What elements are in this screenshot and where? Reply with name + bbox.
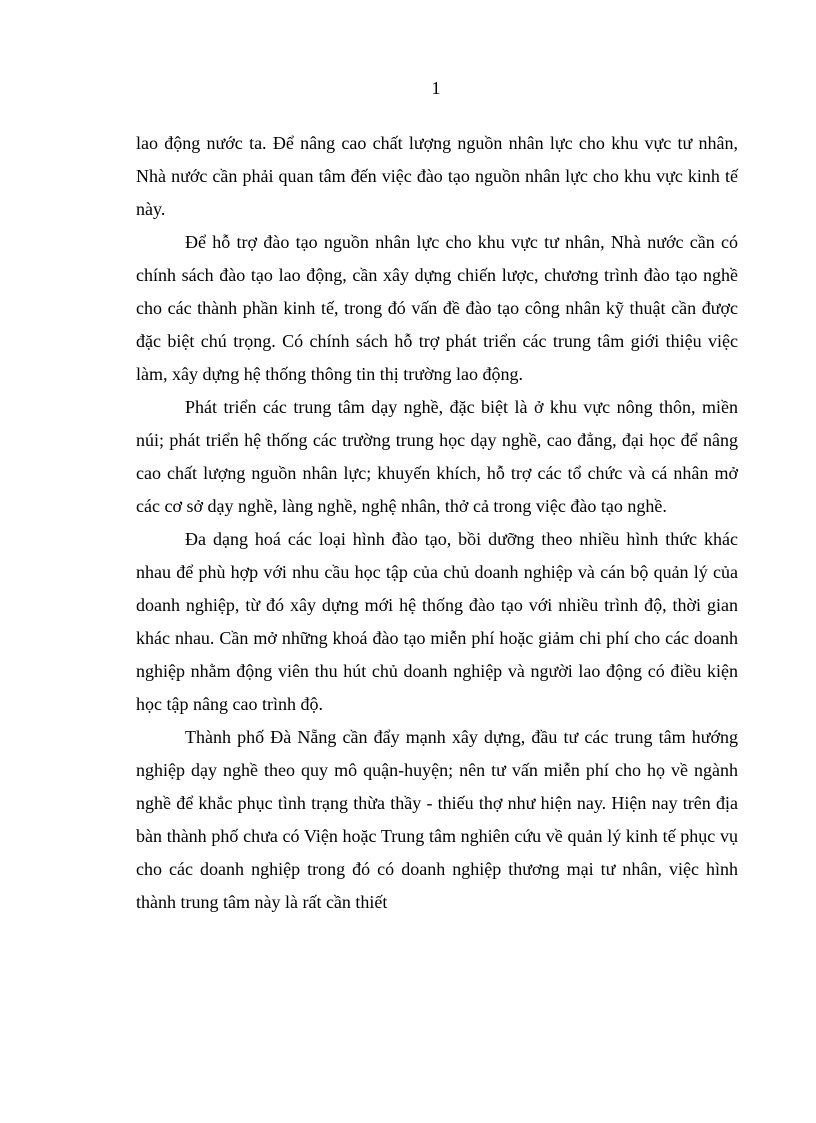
paragraph-continuation: lao động nước ta. Để nâng cao chất lượng nguồn nhân lực cho khu vực tư nhân, Nhà nước cần phải quan tâm đến việc đào tạo nguồn nhân lực cho khu vực kinh tế này. — [136, 133, 738, 219]
document-body — [136, 127, 738, 919]
page-number: 1 — [431, 78, 441, 98]
paragraph-vocational-centers: Phát triển các trung tâm dạy nghề, đặc biệt là ở khu vực nông thôn, miền núi; phát triển hệ thống các trường trung học dạy nghề, cao đẳng, đại học để nâng cao chất lượng nguồn nhân lực; khuyến khích, hỗ trợ các tổ chức và cá nhân mở các cơ sở dạy nghề, làng nghề, nghệ nhân, thở cả trong việc đào tạo nghề. — [136, 397, 738, 516]
paragraph-da-nang: Thành phố Đà Nẵng cần đẩy mạnh xây dựng, đầu tư các trung tâm hướng nghiệp dạy nghề theo quy mô quận-huyện; nên tư vấn miễn phí cho họ về ngành nghề để khắc phục tình trạng thừa thầy - thiếu thợ như hiện nay. Hiện nay trên địa bàn thành phố chưa có Viện hoặc Trung tâm nghiên cứu về quản lý kinh tế phục vụ cho các doanh nghiệp trong đó có doanh nghiệp thương mại tư nhân, việc hình thành trung tâm này là rất cần thiết — [136, 727, 738, 912]
paragraph-training-support: Để hỗ trợ đào tạo nguồn nhân lực cho khu vực tư nhân, Nhà nước cần có chính sách đào tạo lao động, cần xây dựng chiến lược, chương trình đào tạo nghề cho các thành phần kinh tế, trong đó vấn đề đào tạo công nhân kỹ thuật cần được đặc biệt chú trọng. Có chính sách hỗ trợ phát triển các trung tâm giới thiệu việc làm, xây dựng hệ thống thông tin thị trường lao động. — [136, 232, 738, 384]
paragraph-diversify-training: Đa dạng hoá các loại hình đào tạo, bồi dưỡng theo nhiều hình thức khác nhau để phù hợp với nhu cầu học tập của chủ doanh nghiệp và cán bộ quản lý của doanh nghiệp, từ đó xây dựng mới hệ thống đào tạo với nhiều trình độ, thời gian khác nhau. Cần mở những khoá đào tạo miễn phí hoặc giảm chi phí cho các doanh nghiệp nhằm động viên thu hút chủ doanh nghiệp và người lao động có điều kiện học tập nâng cao trình độ. — [136, 529, 738, 714]
